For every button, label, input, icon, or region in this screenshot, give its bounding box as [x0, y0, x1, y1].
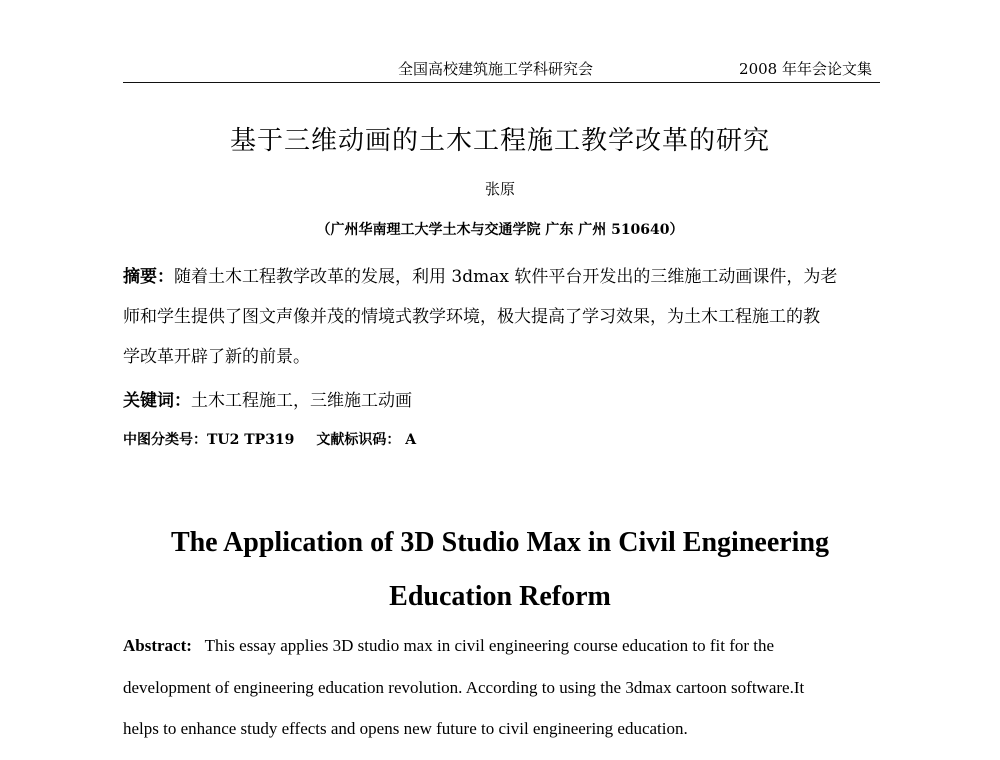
- title-chinese: 基于三维动画的土木工程施工教学改革的研究: [229, 126, 770, 156]
- doc-code-label: 文献标识码：: [316, 432, 401, 448]
- abstract-en-text: This essay applies 3D studio max in civil engineering course education to fit for the: [204, 636, 775, 655]
- keywords-cn: [123, 386, 883, 411]
- title-english-line-1: The Application of 3D Studio Max in Civil Engineering: [170, 527, 830, 558]
- abstract-en-line-1: [123, 636, 883, 656]
- header-conference: 全国高校建筑施工学科研究会: [398, 60, 594, 78]
- header-proceedings: 2008 年年会论文集: [739, 60, 872, 78]
- abstract-cn-line-1: [123, 262, 883, 287]
- author-name: 张原: [484, 180, 515, 198]
- abstract-en-line-3: helps to enhance study effects and opens new future to civil engineering education.: [123, 719, 688, 738]
- running-header: [123, 58, 880, 88]
- abstract-cn-line-3: 学改革开辟了新的前景。: [123, 347, 310, 367]
- header-rule: [123, 82, 880, 83]
- title-english-line-2: Education Reform: [389, 581, 611, 612]
- classification-line: [123, 429, 416, 449]
- abstract-en-line-2: development of engineering education revolution. According to using the 3dmax cartoon software.It: [123, 678, 805, 697]
- keywords-cn-label: 关键词：: [123, 391, 191, 411]
- doc-code-value: A: [405, 432, 417, 448]
- affiliation: （广州华南理工大学土木与交通学院 广东 广州 510640）: [316, 222, 684, 238]
- abstract-cn-text: 随着土木工程教学改革的发展，利用 3dmax 软件平台开发出的三维施工动画课件，为老: [174, 267, 838, 287]
- clc-values: TU2 TP319: [207, 432, 295, 448]
- keywords-cn-text: 土木工程施工，三维施工动画: [191, 391, 412, 411]
- clc-label: 中图分类号：: [123, 432, 207, 448]
- abstract-en-label: Abstract:: [123, 636, 192, 655]
- abstract-cn-label: 摘要：: [123, 267, 174, 287]
- abstract-cn-line-2: 师和学生提供了图文声像并茂的情境式教学环境，极大提高了学习效果，为土木工程施工的教: [123, 307, 820, 327]
